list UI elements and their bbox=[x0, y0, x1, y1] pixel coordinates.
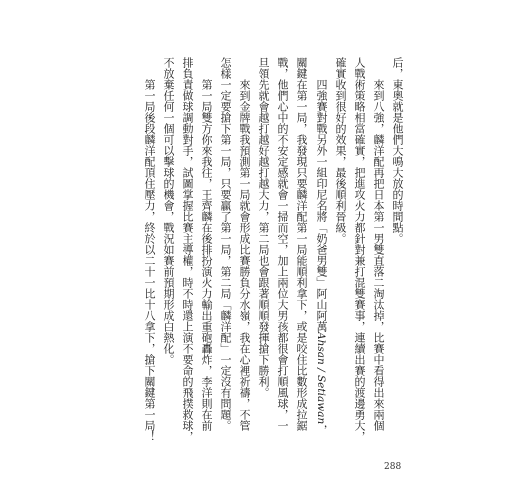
text-column-cjk: 四強賽對戰另外一組印尼名將「奶爸男雙」阿山阿萬 bbox=[315, 79, 328, 332]
text-column: 關鍵在第一局，我發現只要麟洋配第一局能順利拿下，或是咬住比數形成拉鋸 bbox=[295, 57, 308, 431]
text-column-tail: ， bbox=[315, 424, 328, 436]
text-column: 旦領先就會越打越好越打越大力，第二局也會跟著順順發揮搶下勝利。 bbox=[257, 57, 270, 398]
text-column: 怎樣一定要搶下第一局，只要贏了第一局，第二局「麟洋配」一定沒有問題。 bbox=[219, 57, 232, 431]
page-number: 288 bbox=[384, 462, 402, 472]
text-column: 來到金牌戰我預測第一局就會形成比賽勝負分水嶺，我在心裡祈禱，不管 bbox=[238, 79, 251, 431]
text-column: 戰，他們心中的不安定感就會一掃而空，加上兩位大男孩都很會打順風球，一 bbox=[276, 57, 289, 431]
body-text bbox=[141, 57, 407, 442]
text-column bbox=[311, 57, 331, 437]
text-column: 確實收到很好的效果，最後順利晉級。 bbox=[334, 57, 347, 244]
text-column: 排負責做球調動對手，試圖掌握比賽主導權，時不時還上演不要命的飛撲救球， bbox=[181, 57, 194, 442]
text-column: 不放棄任何一個可以擊球的機會，戰況如賽前預期形成白熱化。 bbox=[162, 57, 175, 365]
player-names-latin: Ahsan / Setiawan bbox=[315, 332, 327, 425]
text-column: 人戰術策略相當確實，把進攻火力都針對兼打混雙賽事，連續出賽的渡邊勇大， bbox=[353, 57, 366, 442]
text-column: 第一局雙方你來我往，王齊麟在後排扮演火力輸出重砲轟炸，李洋則在前 bbox=[200, 79, 213, 431]
text-column: 后，東奧就是他們大鳴大放的時間點。 bbox=[391, 57, 404, 244]
text-column: 來到八強，麟洋配再把日本第一男雙直落二淘汰掉，比賽中看得出來兩個 bbox=[372, 79, 385, 431]
text-column: 第一局後段麟洋配頂住壓力，終於以二十一比十八拿下，搶下關鍵第一局！ bbox=[143, 79, 156, 442]
